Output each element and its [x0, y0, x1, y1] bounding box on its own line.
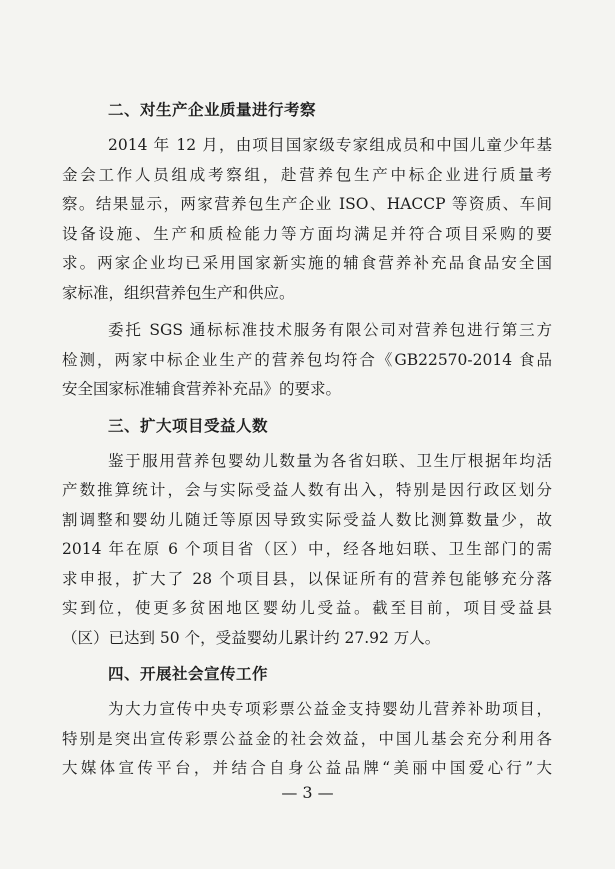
text-line: 鉴于服用营养包婴幼儿数量为各省妇联、卫生厅根据年均活 [108, 451, 552, 470]
section-heading: 三、扩大项目受益人数 [108, 416, 269, 435]
text-line: 安全国家标准辅食营养补充品》的要求。 [62, 380, 342, 398]
text-line: 大媒体宣传平台，并结合自身公益品牌“美丽中国爱心行”大 [62, 759, 552, 777]
text-line: 委托 SGS 通标标准技术服务有限公司对营养包进行第三方 [108, 321, 552, 339]
text-line: 求申报，扩大了 28 个项目县，以保证所有的营养包能够充分落 [62, 569, 552, 588]
paragraph [62, 695, 552, 784]
text-line: 割调整和婴幼儿随迁等原因导致实际受益人数比测算数量少，故 [62, 510, 552, 529]
text-line: 产数推算统计，会与实际受益人数有出入，特别是因行政区划分 [62, 481, 552, 499]
section-heading: 四、开展社会宣传工作 [108, 665, 269, 683]
text-line: 求。两家企业均已采用国家新实施的辅食营养补充品食品安全国 [62, 254, 552, 272]
section-heading: 二、对生产企业质量进行考察 [108, 101, 317, 119]
text-line: 2014 年在原 6 个项目省（区）中，经各地妇联、卫生部门的需 [62, 540, 552, 558]
text-line: 察。结果显示，两家营养包生产企业 ISO、HACCP 等资质、车间 [62, 195, 552, 213]
section-social-publicity [62, 661, 552, 784]
text-line: 设备设施、生产和质检能力等方面均满足并符合项目采购的要 [62, 224, 552, 243]
page-number: — 3 — [281, 783, 334, 802]
text-line: 2014 年 12 月，由项目国家级专家组成员和中国儿童少年基 [108, 136, 552, 154]
text-line: 检测，两家中标企业生产的营养包均符合《GB22570-2014 食品 [62, 350, 552, 369]
text-line: 实到位，使更多贫困地区婴幼儿受益。截至目前，项目受益县 [62, 599, 552, 617]
text-line: 金会工作人员组成考察组，赴营养包生产中标企业进行质量考 [62, 165, 552, 184]
text-line: （区）已达到 50 个，受益婴幼儿累计约 27.92 万人。 [62, 628, 441, 647]
text-line: 为大力宣传中央专项彩票公益金支持婴幼儿营养补助项目， [108, 700, 552, 718]
document-body [62, 97, 552, 784]
section-expand-beneficiaries [62, 413, 552, 654]
paragraph [62, 131, 552, 308]
paragraph [62, 447, 552, 654]
paragraph [62, 316, 552, 405]
section-quality-inspection [62, 97, 552, 405]
text-line: 特别是突出宣传彩票公益金的社会效益，中国儿基会充分利用各 [62, 729, 552, 748]
text-line: 家标准，组织营养包生产和供应。 [62, 283, 295, 302]
